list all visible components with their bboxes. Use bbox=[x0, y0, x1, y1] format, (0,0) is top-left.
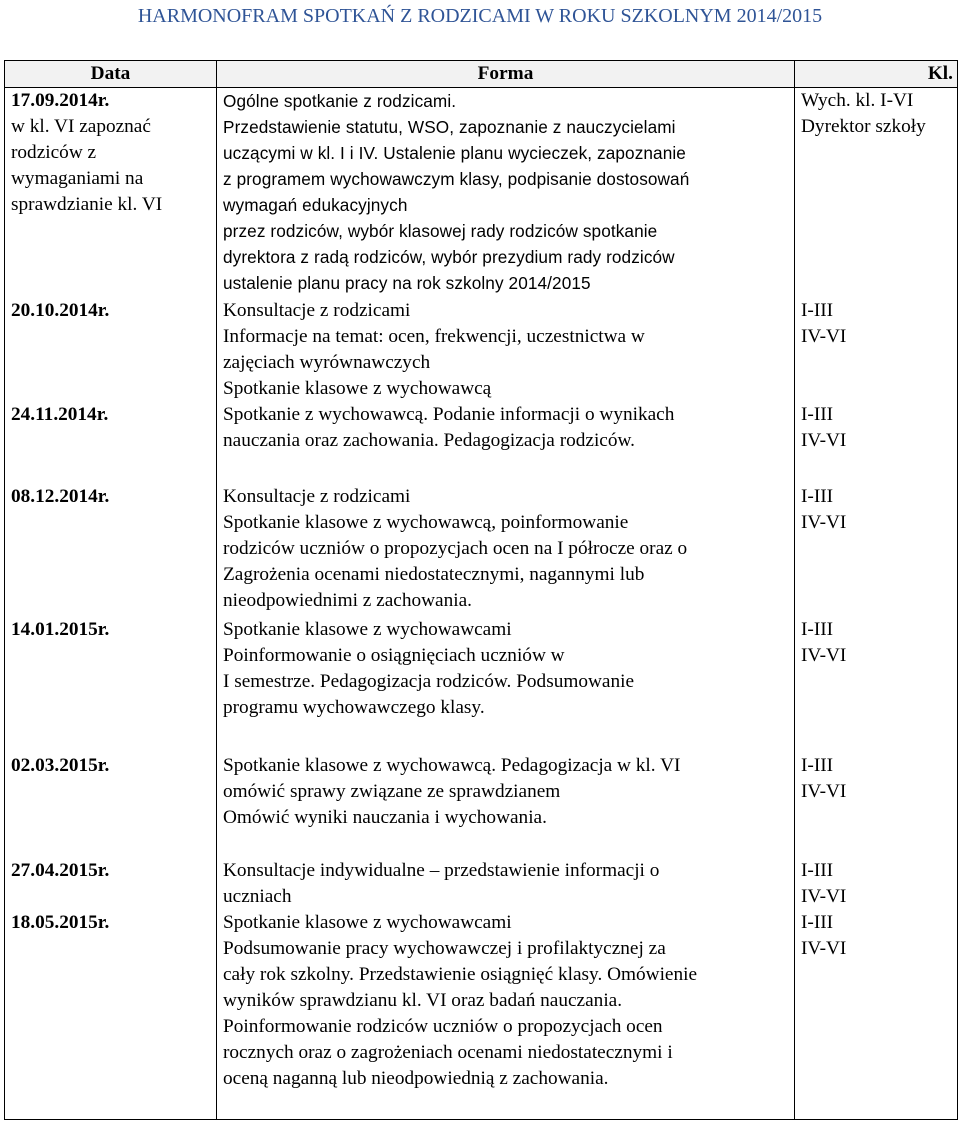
form-line: cały rok szkolny. Przedstawienie osiągnięć klasy. Omówienie bbox=[223, 963, 698, 985]
header-date: Data bbox=[5, 61, 217, 88]
form-line: wyników sprawdzianu kl. VI oraz badań nauczania. bbox=[223, 989, 623, 1011]
kl-line: I-III bbox=[801, 754, 834, 776]
date-value: 14.01.2015r. bbox=[11, 618, 110, 640]
date-cell bbox=[5, 858, 217, 910]
form-line: Konsultacje z rodzicami bbox=[223, 299, 411, 321]
date-note-line: wymaganiami na bbox=[11, 168, 144, 189]
kl-line: IV-VI bbox=[801, 780, 847, 802]
form-cell bbox=[217, 858, 795, 910]
kl-line: I-III bbox=[801, 299, 834, 321]
date-value: 17.09.2014r. bbox=[11, 90, 110, 111]
kl-line: IV-VI bbox=[801, 885, 847, 907]
form-line: I semestrze. Pedagogizacja rodziców. Podsumowanie bbox=[223, 670, 635, 692]
form-line: nauczania oraz zachowania. Pedagogizacja rodziców. bbox=[223, 429, 635, 451]
date-note-line: sprawdzianie kl. VI bbox=[11, 194, 163, 215]
table-row bbox=[5, 910, 958, 1120]
form-line: z programem wychowawczym klasy, podpisanie dostosowań bbox=[223, 169, 690, 189]
date-value: 27.04.2015r. bbox=[11, 859, 110, 881]
kl-line: I-III bbox=[801, 485, 834, 507]
header-row bbox=[5, 61, 958, 88]
table-row bbox=[5, 753, 958, 858]
kl-line: IV-VI bbox=[801, 511, 847, 533]
form-line: zajęciach wyrównawczych bbox=[223, 351, 431, 373]
form-line: Omówić wyniki nauczania i wychowania. bbox=[223, 806, 547, 828]
kl-line: IV-VI bbox=[801, 429, 847, 451]
date-cell bbox=[5, 88, 217, 298]
kl-line: IV-VI bbox=[801, 644, 847, 666]
date-cell bbox=[5, 402, 217, 484]
form-line: ustalenie planu pracy na rok szkolny 2014/2015 bbox=[223, 273, 591, 293]
date-cell bbox=[5, 617, 217, 753]
form-line: Poinformowanie rodziców uczniów o propozycjach ocen bbox=[223, 1015, 663, 1037]
kl-line: I-III bbox=[801, 403, 834, 425]
date-value: 20.10.2014r. bbox=[11, 299, 110, 321]
form-line: Informacje na temat: ocen, frekwencji, uczestnictwa w bbox=[223, 325, 645, 347]
kl-cell bbox=[795, 298, 958, 402]
kl-line: Dyrektor szkoły bbox=[801, 116, 926, 137]
table-row bbox=[5, 858, 958, 910]
kl-cell bbox=[795, 617, 958, 753]
table-row bbox=[5, 484, 958, 617]
date-note-line: w kl. VI zapoznać bbox=[11, 116, 151, 137]
header-form: Forma bbox=[217, 61, 795, 88]
form-cell bbox=[217, 753, 795, 858]
kl-cell bbox=[795, 910, 958, 1120]
form-line: Spotkanie klasowe z wychowawcami bbox=[223, 911, 512, 933]
form-line: Konsultacje indywidualne – przedstawienie informacji o bbox=[223, 859, 660, 881]
form-line: Ogólne spotkanie z rodzicami. bbox=[223, 91, 457, 111]
form-line: Poinformowanie o osiągnięciach uczniów w bbox=[223, 644, 565, 666]
header-kl: Kl. bbox=[795, 61, 958, 88]
date-value: 24.11.2014r. bbox=[11, 403, 109, 425]
table-row bbox=[5, 88, 958, 298]
kl-cell bbox=[795, 753, 958, 858]
date-value: 02.03.2015r. bbox=[11, 754, 110, 776]
schedule-table bbox=[4, 60, 958, 1120]
form-line: Zagrożenia ocenami niedostatecznymi, nagannymi lub bbox=[223, 563, 645, 585]
kl-line: Wych. kl. I-VI bbox=[801, 90, 914, 111]
form-line: uczącymi w kl. I i IV. Ustalenie planu wycieczek, zapoznanie bbox=[223, 143, 686, 163]
form-line: programu wychowawczego klasy. bbox=[223, 696, 485, 718]
table-row bbox=[5, 402, 958, 484]
form-line: Podsumowanie pracy wychowawczej i profilaktycznej za bbox=[223, 937, 666, 959]
form-line: Przedstawienie statutu, WSO, zapoznanie z nauczycielami bbox=[223, 117, 676, 137]
kl-line: I-III bbox=[801, 618, 834, 640]
kl-cell bbox=[795, 88, 958, 298]
form-line: dyrektora z radą rodziców, wybór prezydium rady rodziców bbox=[223, 247, 675, 267]
form-line: Spotkanie klasowe z wychowawcami bbox=[223, 618, 512, 640]
form-line: Spotkanie z wychowawcą. Podanie informacji o wynikach bbox=[223, 403, 675, 425]
kl-line: I-III bbox=[801, 859, 834, 881]
form-line: Spotkanie klasowe z wychowawcą bbox=[223, 377, 492, 399]
form-line: oceną naganną lub nieodpowiednią z zachowania. bbox=[223, 1067, 609, 1089]
document-title: HARMONOFRAM SPOTKAŃ Z RODZICAMI W ROKU SZKOLNYM 2014/2015 bbox=[137, 5, 823, 27]
table-row bbox=[5, 298, 958, 402]
kl-cell bbox=[795, 858, 958, 910]
form-cell bbox=[217, 298, 795, 402]
kl-line: IV-VI bbox=[801, 937, 847, 959]
form-line: Konsultacje z rodzicami bbox=[223, 485, 411, 507]
date-note-line: rodziców z bbox=[11, 142, 97, 163]
form-line: uczniach bbox=[223, 885, 292, 907]
form-cell bbox=[217, 88, 795, 298]
form-line: omówić sprawy związane ze sprawdzianem bbox=[223, 780, 561, 802]
kl-cell bbox=[795, 402, 958, 484]
table-row bbox=[5, 617, 958, 753]
form-cell bbox=[217, 484, 795, 617]
form-line: Spotkanie klasowe z wychowawcą. Pedagogizacja w kl. VI bbox=[223, 754, 681, 776]
form-line: rocznych oraz o zagrożeniach ocenami niedostatecznymi i bbox=[223, 1041, 673, 1063]
form-line: przez rodziców, wybór klasowej rady rodziców spotkanie bbox=[223, 221, 658, 241]
form-line: nieodpowiednimi z zachowania. bbox=[223, 589, 472, 611]
kl-line: IV-VI bbox=[801, 325, 847, 347]
date-cell bbox=[5, 910, 217, 1120]
form-cell bbox=[217, 617, 795, 753]
kl-cell bbox=[795, 484, 958, 617]
form-line: wymagań edukacyjnych bbox=[223, 195, 408, 215]
form-line: Spotkanie klasowe z wychowawcą, poinformowanie bbox=[223, 511, 629, 533]
form-cell bbox=[217, 402, 795, 484]
date-cell bbox=[5, 753, 217, 858]
form-cell bbox=[217, 910, 795, 1120]
date-value: 18.05.2015r. bbox=[11, 911, 110, 933]
form-line: rodziców uczniów o propozycjach ocen na I półrocze oraz o bbox=[223, 537, 688, 559]
date-cell bbox=[5, 484, 217, 617]
date-value: 08.12.2014r. bbox=[11, 485, 110, 507]
kl-line: I-III bbox=[801, 911, 834, 933]
date-cell bbox=[5, 298, 217, 402]
